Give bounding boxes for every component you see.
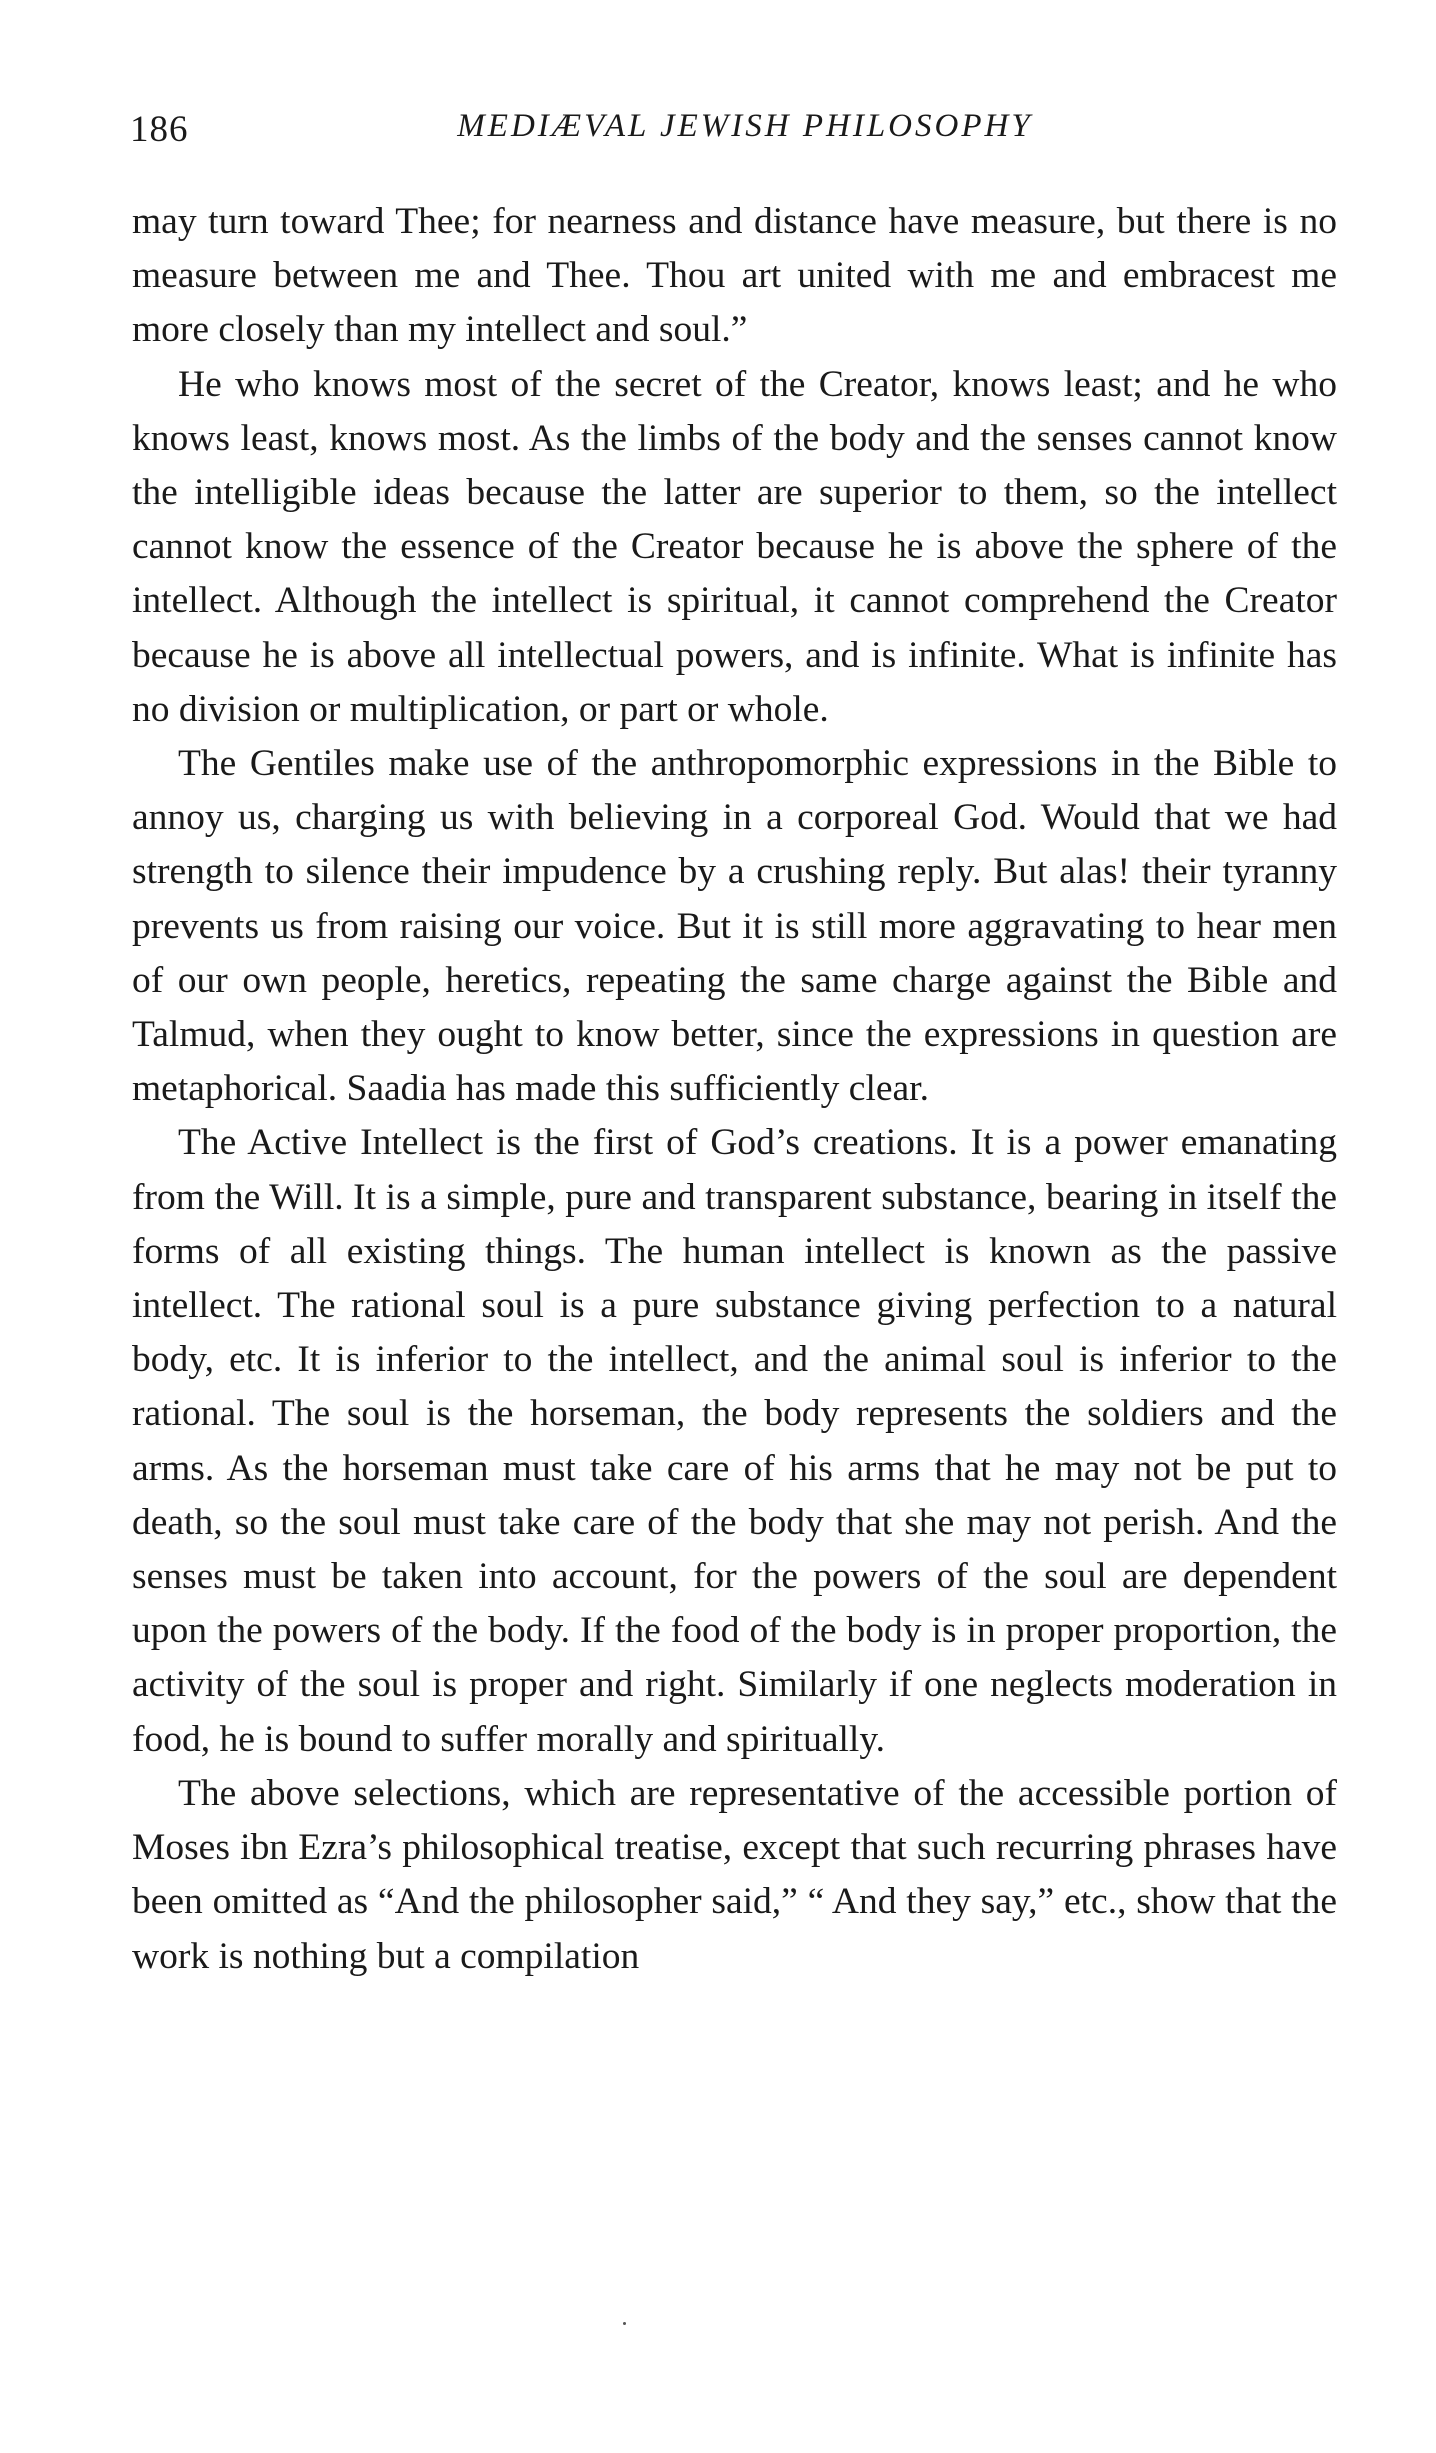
paragraph-active-intellect: The Active Intellect is the first of God’s creations. It is a power emanating from the Will. It is a simple, pure and transparent substance, bearing in itself the forms of all existing things. The human intellect is known as the passive intellect. The rational soul is a pure substance giving perfection to a natural body, etc. It is inferior to the intellect, and the animal soul is inferior to the rational. The soul is the horseman, the body represents the soldiers and the arms. As the horseman must take care of his arms that he may not be put to death, so the soul must take care of the body that she may not perish. And the senses must be taken into account, for the powers of the soul are dependent upon the powers of the body. If the food of the body is in proper proportion, the activity of the soul is proper and right. Similarly if one neglects moderation in food, he is bound to suffer morally and spiritually. bbox=[132, 1122, 1337, 1760]
paragraph-knowledge-of-creator: He who knows most of the secret of the Creator, knows least; and he who knows least, knows most. As the limbs of the body and the senses cannot know the intelligible ideas because the latter are superior to them, so the intellect cannot know the essence of the Creator because he is above the sphere of the intellect. Although the intellect is spiritual, it cannot comprehend the Creator because he is above all intellectual powers, and is infinite. What is infinite has no division or multiplication, or part or whole. bbox=[132, 363, 1337, 730]
paragraph-above-selections: The above selections, which are representative of the accessible portion of Moses ibn Ezra’s philosophical treatise, except that such recurring phrases have been omitted as “And the philosopher said,” “ And they say,” etc., show that the work is nothing but a compilation bbox=[132, 1772, 1337, 1977]
page-number: 186 bbox=[130, 109, 189, 150]
paragraph-continued: may turn toward Thee; for nearness and distance have measure, but there is no measure between me and Thee. Thou art united with me and embracest me more closely than my intellect and soul.” bbox=[132, 201, 1337, 351]
print-speck bbox=[623, 2322, 626, 2325]
running-title: MEDIÆVAL JEWISH PHILOSOPHY bbox=[457, 108, 1033, 144]
running-head bbox=[130, 108, 1340, 158]
paragraph-anthropomorphic-expressions: The Gentiles make use of the anthropomorphic expressions in the Bible to annoy us, charging us with believing in a corporeal God. Would that we had strength to silence their impudence by a crushing reply. But alas! their tyranny prevents us from raising our voice. But it is still more aggravating to hear men of our own people, heretics, repeating the same charge against the Bible and Talmud, when they ought to know better, since the expressions in question are metaphorical. Saadia has made this sufficiently clear. bbox=[132, 743, 1337, 1110]
body-text bbox=[132, 195, 1337, 1984]
